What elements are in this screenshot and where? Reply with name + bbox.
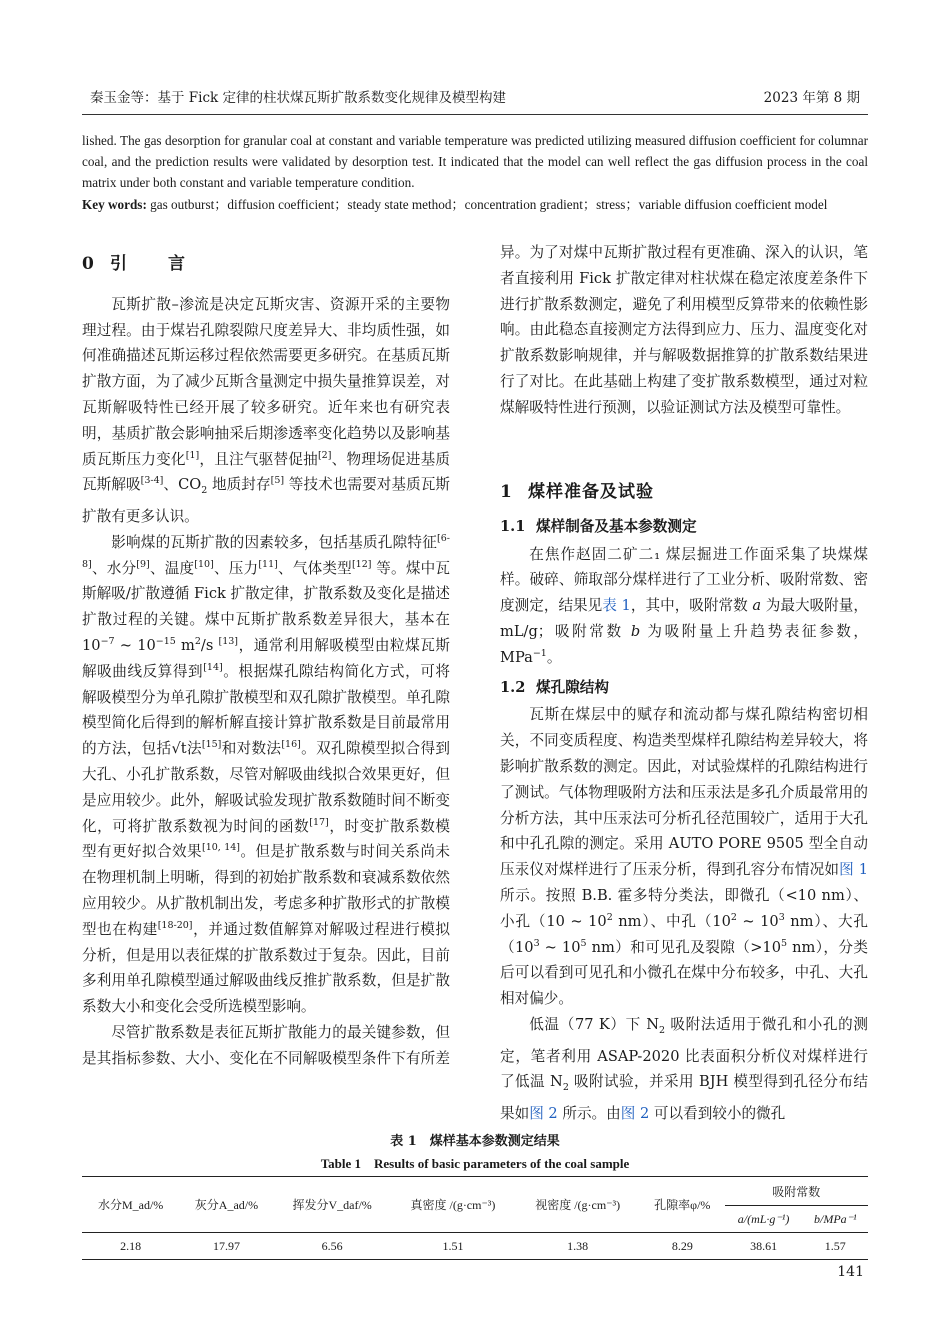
- abstract-text: lished. The gas desorption for granular coal at constant and variable temperature was predicted utilizing measured diffusion coefficient for columnar coal, and the prediction results were validated by desorption test. It indicated that the model can well reflect the gas diffusion process in the coal matrix under both constant and variable temperature condition.: [82, 133, 868, 190]
- table-cell: 8.29: [640, 1233, 725, 1260]
- keywords: [82, 194, 868, 213]
- right-column: [500, 240, 868, 1127]
- table-cell: 6.56: [274, 1233, 391, 1260]
- header-title: 秦玉金等：基于 Fick 定律的柱状煤瓦斯扩散系数变化规律及模型构建: [90, 90, 507, 106]
- section-0-heading: [82, 252, 450, 278]
- table-header-moisture: 水分M_ad/%: [82, 1177, 179, 1233]
- table-header-volatile: 挥发分V_daf/%: [274, 1177, 391, 1233]
- table-cell: 1.38: [515, 1233, 640, 1260]
- table-header-true-density: 真密度 /(g·cm⁻³): [391, 1177, 516, 1233]
- running-header: [82, 86, 868, 110]
- subsection-1-2-paragraph-2: 低温（77 K）下 $N_2$ 吸附法适用于微孔和小孔的测定，笔者利用 ASAP-2020 比表面积分析仪对煤样进行了低温 $N_2$ 吸附试验，并采用 BJH 模型得到孔径分布结果如图 2 所示。由图 2 可以看到较小的微孔: [500, 1015, 868, 1123]
- table-header-adsorption-constants: 吸附常数: [725, 1177, 868, 1206]
- section-0-title: 引 言: [110, 254, 197, 274]
- table-row: [82, 1233, 868, 1260]
- table-1-caption-en: Table 1 Results of basic parameters of the coal sample: [320, 1156, 630, 1171]
- section-1-title: 煤样准备及试验: [528, 482, 654, 502]
- table-header-b: b/MPa⁻¹: [803, 1206, 868, 1233]
- subsection-1-2-paragraph-1: 瓦斯在煤层中的赋存和流动都与煤孔隙结构密切相关，不同变质程度、构造类型煤样孔隙结构差异较大，将影响扩散系数的测定。因此，对试验煤样的孔隙结构进行了测试。气体物理吸附方法和压汞法是多孔介质最常用的分析方法，其中压汞法可分析孔径范围较广，适用于大孔和中孔孔隙的测定。采用 AUTO PORE 9505 型全自动压汞仪对煤样进行了压汞分析，得到孔容分布情况如图 1 所示。按照 B.B. 霍多特分类法，即微孔（<10 nm）、小孔（10 ~ 10$^2$ nm）、中孔（10$^2$ ~ 10$^3$ nm）、大孔（10$^3$ ~ 10$^5$ nm）和可见孔及裂隙（>10$^5$ nm），分类后可以看到可见孔和小微孔在煤中分布较多，中孔、大孔相对偏少。: [500, 706, 869, 1008]
- table-1-caption-cn: 表 1 煤样基本参数测定结果: [390, 1134, 560, 1149]
- table-cell: 1.57: [803, 1233, 868, 1260]
- subsection-1-2-heading: 1.2 煤孔隙结构: [500, 678, 609, 696]
- subsection-1-1-heading: 1.1 煤样制备及基本参数测定: [500, 517, 697, 535]
- header-issue: 2023 年第 8 期: [763, 90, 860, 106]
- intro-paragraph-2: 影响煤的瓦斯扩散的因素较多，包括基质孔隙特征[6-8]、水分[9]、温度[10]、压力[11]、气体类型[12] 等。煤中瓦斯解吸/扩散遵循 Fick 扩散定律，扩散系数及变化是描述扩散过程的关键。煤中瓦斯扩散系数差异很大，基本在 10$^{-7}$ ~ 10$^{-15}$ m$^2$/s [13]，通常利用解吸模型由粒煤瓦斯解吸曲线反算得到[14]。根据煤孔隙结构简化方式，可将解吸模型分为单孔隙扩散模型和双孔隙扩散模型。单孔隙模型简化后得到的解析解直接计算扩散系数是目前最常用的方法，包括√t法[15]和对数法[16]。双孔隙模型拟合得到大孔、小孔扩散系数，尽管对解吸曲线拟合效果更好，但是应用较少。此外，解吸试验发现扩散系数随时间不断变化，可将扩散系数视为时间的函数[17]，时变扩散系数模型有更好拟合效果[10, 14]。但是扩散系数与时间关系尚未在物理机制上明晰，得到的初始扩散系数和衰减系数依然应用较少。从扩散机制出发，考虑多种扩散形式的扩散模型也在构建[18-20]，并通过数值解算对解吸过程进行模拟分析，但是用以表征煤的扩散系数过于复杂。因此，目前多利用单孔隙模型通过解吸曲线反推扩散系数，但是扩散系数大小和变化会受所选模型影响。: [82, 533, 450, 1016]
- table-cell: 38.61: [725, 1233, 803, 1260]
- intro-paragraph-3-continued: 异。为了对煤中瓦斯扩散过程有更准确、深入的认识，笔者直接利用 Fick 扩散定律对柱状煤在稳定浓度差条件下进行扩散系数测定，避免了利用模型反算带来的依赖性影响。由此稳态直接测定方法得到应力、压力、温度变化对扩散系数影响规律，并与解吸数据推算的扩散系数结果进行了对比。在此基础上构建了变扩散系数模型，通过对粒煤解吸特性进行预测，以验证测试方法及模型可靠性。: [500, 244, 868, 416]
- table-1-link[interactable]: 表 1: [602, 597, 631, 615]
- left-column: [82, 240, 450, 1071]
- table-1: [82, 1176, 868, 1260]
- section-0-number: 0: [82, 254, 106, 274]
- keywords-list: gas outburst；diffusion coefficient；steady state method；concentration gradient；stress；variable diffusion coefficient model: [146, 197, 828, 212]
- table-header-apparent-density: 视密度 /(g·cm⁻³): [515, 1177, 640, 1233]
- subsection-1-1-paragraph: 在焦作赵固二矿二₁ 煤层掘进工作面采集了块煤煤样。破碎、筛取部分煤样进行了工业分析、吸附常数、密度测定，结果见表 1，其中，吸附常数 a 为最大吸附量，mL/g；吸附常数 b 为吸附量上升趋势表征参数，MPa$^{-1}$。: [500, 545, 868, 666]
- header-divider: [82, 114, 868, 115]
- table-header-ash: 灰分A_ad/%: [179, 1177, 273, 1233]
- keywords-label: Key words:: [82, 197, 147, 212]
- table-cell: 1.51: [391, 1233, 516, 1260]
- figure-2-link[interactable]: 图 2: [529, 1105, 558, 1123]
- page-number: 141: [837, 1264, 864, 1280]
- intro-paragraph-1: 瓦斯扩散–渗流是决定瓦斯灾害、资源开采的主要物理过程。由于煤岩孔隙裂隙尺度差异大、非均质性强，如何准确描述瓦斯运移过程依然需要更多研究。在基质瓦斯扩散方面，为了减少瓦斯含量测定中损失量推算误差，对瓦斯解吸特性已经开展了较多研究。近年来也有研究表明，基质扩散会影响抽采后期渗透率变化趋势以及影响基质瓦斯压力变化[1]，且注气驱替促抽[2]、物理场促进基质瓦斯解吸[3-4]、$CO_2$ 地质封存[5] 等技术也需要对基质瓦斯扩散有更多认识。: [82, 295, 450, 526]
- table-cell: 2.18: [82, 1233, 179, 1260]
- table-header-porosity: 孔隙率φ/%: [640, 1177, 725, 1233]
- intro-paragraph-3: 尽管扩散系数是表征瓦斯扩散能力的最关键参数，但是其指标参数、大小、变化在不同解吸模型条件下有所差: [82, 1024, 450, 1067]
- figure-1-link[interactable]: 图 1: [839, 861, 868, 879]
- table-cell: 17.97: [179, 1233, 273, 1260]
- table-header-a: a/(mL·g⁻¹): [725, 1206, 803, 1233]
- figure-2-link-2[interactable]: 图 2: [620, 1105, 650, 1123]
- section-1-heading: [500, 480, 868, 506]
- section-1-number: 1: [500, 482, 513, 502]
